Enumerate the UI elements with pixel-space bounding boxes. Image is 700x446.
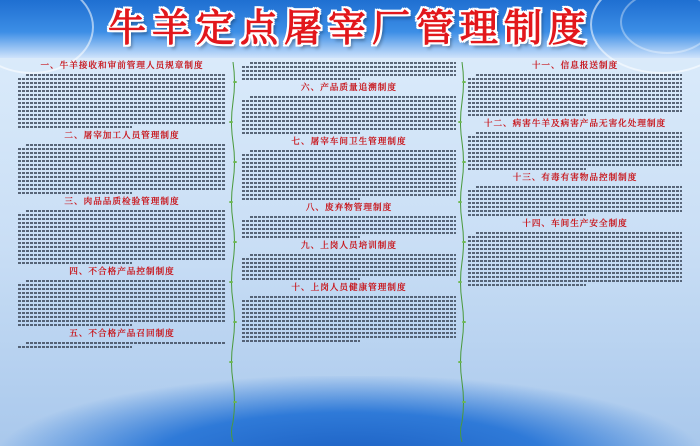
greeked-text-line — [468, 202, 682, 204]
greeked-text-line — [242, 258, 456, 260]
greeked-text-line — [18, 78, 226, 80]
greeked-text-line — [242, 220, 456, 222]
page-title: 牛羊定点屠宰厂管理制度 — [107, 5, 592, 50]
greeked-text-line — [468, 156, 682, 158]
greeked-text-line — [468, 214, 586, 216]
greeked-text-line — [468, 284, 586, 286]
greeked-text-line — [476, 74, 682, 76]
greeked-text-line — [468, 268, 682, 270]
vine-divider-left — [229, 62, 237, 442]
section — [468, 218, 682, 286]
greeked-text-line — [242, 66, 456, 68]
greeked-text-line — [18, 126, 132, 128]
greeked-text-line — [18, 172, 226, 174]
greeked-text-line — [242, 316, 456, 318]
greeked-text-line — [26, 280, 226, 282]
greeked-text-line — [18, 106, 226, 108]
greeked-text-line — [242, 154, 456, 156]
column-middle — [242, 60, 456, 446]
greeked-text-line — [242, 320, 456, 322]
greeked-text-line — [242, 232, 456, 234]
section-body — [242, 216, 456, 238]
section-title: 十一、信息报送制度 — [531, 61, 619, 71]
greeked-text-line — [242, 124, 456, 126]
greeked-text-line — [18, 222, 226, 224]
greeked-text-line — [250, 62, 456, 64]
greeked-text-line — [18, 234, 226, 236]
greeked-text-line — [242, 198, 360, 200]
greeked-text-line — [18, 258, 226, 260]
greeked-text-line — [468, 236, 682, 238]
greeked-text-line — [468, 210, 682, 212]
greeked-text-line — [468, 94, 682, 96]
greeked-text-line — [242, 274, 456, 276]
greeked-text-line — [18, 164, 226, 166]
section-body — [242, 296, 456, 342]
column-right — [468, 60, 682, 446]
greeked-text-line — [18, 300, 226, 302]
section — [242, 202, 456, 238]
greeked-text-line — [18, 176, 226, 178]
section — [242, 82, 456, 134]
greeked-text-line — [18, 312, 226, 314]
section-title: 八、废弃物管理制度 — [305, 203, 393, 213]
section-title: 十二、病害牛羊及病害产品无害化处理制度 — [483, 119, 667, 129]
greeked-text-line — [468, 102, 682, 104]
greeked-text-line — [242, 308, 456, 310]
greeked-text-line — [468, 206, 682, 208]
greeked-text-line — [468, 86, 682, 88]
section-body — [18, 280, 226, 326]
greeked-text-line — [468, 264, 682, 266]
greeked-text-line — [242, 128, 456, 130]
section — [18, 60, 226, 128]
section-body — [468, 74, 682, 116]
section — [468, 118, 682, 170]
section-title: 五、不合格产品召回制度 — [69, 329, 175, 339]
greeked-text-line — [242, 228, 456, 230]
greeked-text-line — [242, 278, 360, 280]
greeked-text-line — [242, 332, 456, 334]
section-title: 十四、车间生产安全制度 — [522, 219, 628, 229]
greeked-text-line — [242, 132, 360, 134]
greeked-text-line — [468, 110, 682, 112]
greeked-text-line — [242, 194, 456, 196]
greeked-text-line — [250, 150, 456, 152]
section-title: 四、不合格产品控制制度 — [69, 267, 175, 277]
greeked-text-line — [18, 90, 226, 92]
greeked-text-line — [18, 94, 226, 96]
section — [242, 62, 456, 80]
section-body — [18, 342, 226, 348]
greeked-text-line — [18, 250, 226, 252]
greeked-text-line — [242, 162, 456, 164]
greeked-text-line — [18, 284, 226, 286]
greeked-text-line — [242, 166, 456, 168]
greeked-text-line — [18, 98, 226, 100]
section-body — [242, 62, 456, 80]
greeked-text-line — [26, 210, 226, 212]
section-body — [242, 150, 456, 200]
greeked-text-line — [18, 122, 226, 124]
section-body — [18, 210, 226, 264]
greeked-text-line — [18, 214, 226, 216]
section-body — [242, 96, 456, 134]
greeked-text-line — [476, 232, 682, 234]
greeked-text-line — [468, 140, 682, 142]
greeked-text-line — [468, 280, 682, 282]
greeked-text-line — [26, 74, 226, 76]
greeked-text-line — [242, 324, 456, 326]
greeked-text-line — [468, 244, 682, 246]
vine-divider-right — [458, 62, 466, 442]
section-body — [468, 232, 682, 286]
greeked-text-line — [18, 262, 132, 264]
greeked-text-line — [250, 296, 456, 298]
greeked-text-line — [468, 136, 682, 138]
greeked-text-line — [18, 320, 226, 322]
greeked-text-line — [18, 246, 226, 248]
section — [242, 240, 456, 280]
greeked-text-line — [468, 198, 682, 200]
greeked-text-line — [468, 194, 682, 196]
greeked-text-line — [18, 242, 226, 244]
section-title: 十、上岗人员健康管理制度 — [291, 283, 407, 293]
section — [18, 328, 226, 348]
greeked-text-line — [242, 304, 456, 306]
section-title: 六、产品质量追溯制度 — [301, 83, 397, 93]
greeked-text-line — [242, 190, 456, 192]
greeked-text-line — [468, 256, 682, 258]
greeked-text-line — [18, 218, 226, 220]
greeked-text-line — [18, 238, 226, 240]
greeked-text-line — [242, 224, 456, 226]
greeked-text-line — [242, 312, 456, 314]
greeked-text-line — [18, 102, 226, 104]
section-title: 一、牛羊接收和审前管理人员规章制度 — [40, 61, 204, 71]
greeked-text-line — [468, 82, 682, 84]
greeked-text-line — [18, 118, 226, 120]
section-body — [18, 74, 226, 128]
greeked-text-line — [18, 156, 226, 158]
section — [468, 172, 682, 216]
greeked-text-line — [468, 240, 682, 242]
greeked-text-line — [18, 346, 132, 348]
greeked-text-line — [242, 120, 456, 122]
section-title: 十三、有毒有害物品控制制度 — [512, 173, 638, 183]
greeked-text-line — [250, 254, 456, 256]
greeked-text-line — [242, 236, 360, 238]
greeked-text-line — [468, 276, 682, 278]
greeked-text-line — [468, 78, 682, 80]
greeked-text-line — [250, 96, 456, 98]
greeked-text-line — [468, 260, 682, 262]
greeked-text-line — [18, 230, 226, 232]
section — [468, 60, 682, 116]
greeked-text-line — [242, 186, 456, 188]
greeked-text-line — [18, 288, 226, 290]
greeked-text-line — [18, 168, 226, 170]
greeked-text-line — [242, 78, 360, 80]
section — [242, 282, 456, 342]
greeked-text-line — [18, 226, 226, 228]
greeked-text-line — [242, 266, 456, 268]
greeked-text-line — [26, 342, 226, 344]
greeked-text-line — [242, 328, 456, 330]
greeked-text-line — [18, 184, 226, 186]
greeked-text-line — [468, 106, 682, 108]
greeked-text-line — [26, 144, 226, 146]
greeked-text-line — [476, 186, 682, 188]
greeked-text-line — [242, 100, 456, 102]
greeked-text-line — [242, 340, 360, 342]
section-title: 九、上岗人员培训制度 — [301, 241, 397, 251]
section-body — [242, 254, 456, 280]
greeked-text-line — [18, 160, 226, 162]
greeked-text-line — [468, 248, 682, 250]
greeked-text-line — [18, 180, 226, 182]
greeked-text-line — [18, 86, 226, 88]
greeked-text-line — [242, 158, 456, 160]
greeked-text-line — [242, 336, 456, 338]
greeked-text-line — [468, 90, 682, 92]
greeked-text-line — [476, 132, 682, 134]
greeked-text-line — [242, 70, 456, 72]
greeked-text-line — [242, 178, 456, 180]
greeked-text-line — [18, 292, 226, 294]
greeked-text-line — [242, 270, 456, 272]
greeked-text-line — [468, 190, 682, 192]
greeked-text-line — [468, 160, 682, 162]
greeked-text-line — [18, 152, 226, 154]
greeked-text-line — [18, 114, 226, 116]
greeked-text-line — [242, 74, 456, 76]
greeked-text-line — [468, 98, 682, 100]
greeked-text-line — [242, 108, 456, 110]
greeked-text-line — [18, 110, 226, 112]
greeked-text-line — [18, 304, 226, 306]
section-title: 三、肉品品质检验管理制度 — [64, 197, 180, 207]
greeked-text-line — [242, 104, 456, 106]
greeked-text-line — [18, 316, 226, 318]
greeked-text-line — [18, 148, 226, 150]
section — [242, 136, 456, 200]
greeked-text-line — [468, 114, 586, 116]
greeked-text-line — [468, 252, 682, 254]
greeked-text-line — [242, 116, 456, 118]
section — [18, 196, 226, 264]
section-title: 二、屠宰加工人员管理制度 — [64, 131, 180, 141]
greeked-text-line — [18, 82, 226, 84]
section-title: 七、屠宰车间卫生管理制度 — [291, 137, 407, 147]
greeked-text-line — [242, 112, 456, 114]
greeked-text-line — [242, 300, 456, 302]
greeked-text-line — [242, 174, 456, 176]
greeked-text-line — [242, 170, 456, 172]
greeked-text-line — [468, 144, 682, 146]
greeked-text-line — [18, 308, 226, 310]
greeked-text-line — [468, 168, 586, 170]
greeked-text-line — [18, 188, 226, 190]
column-left — [18, 60, 226, 446]
section — [18, 266, 226, 326]
greeked-text-line — [242, 262, 456, 264]
section-body — [468, 186, 682, 216]
greeked-text-line — [468, 152, 682, 154]
section — [18, 130, 226, 194]
section-body — [18, 144, 226, 194]
section-body — [468, 132, 682, 170]
greeked-text-line — [18, 254, 226, 256]
greeked-text-line — [18, 192, 132, 194]
greeked-text-line — [468, 148, 682, 150]
greeked-text-line — [468, 272, 682, 274]
greeked-text-line — [18, 296, 226, 298]
greeked-text-line — [250, 216, 456, 218]
greeked-text-line — [468, 164, 682, 166]
greeked-text-line — [18, 324, 132, 326]
greeked-text-line — [242, 182, 456, 184]
